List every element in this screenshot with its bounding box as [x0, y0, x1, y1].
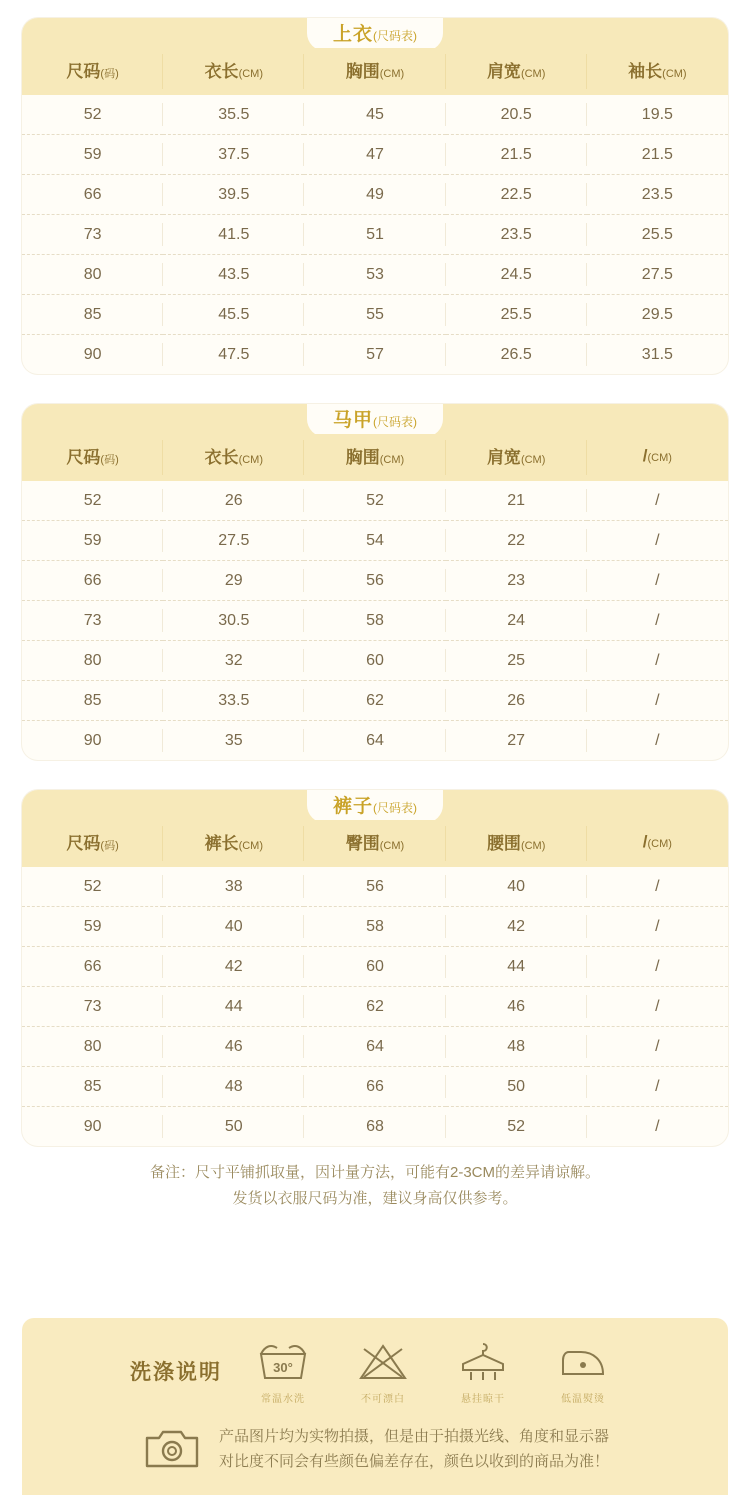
photo-note [22, 1417, 728, 1495]
cell: 53 [304, 255, 445, 295]
cell: 23.5 [587, 175, 728, 215]
cell: 90 [22, 1107, 163, 1147]
cell: 21.5 [587, 135, 728, 175]
cell: 44 [446, 947, 587, 987]
column-header: 衣长(CM) [163, 48, 304, 95]
cell: 60 [304, 641, 445, 681]
column-header: 衣长(CM) [163, 434, 304, 481]
table-title-sub: (尺码表) [373, 29, 418, 43]
table-row [22, 1067, 728, 1107]
column-header: /(CM) [587, 820, 728, 867]
cell: 56 [304, 561, 445, 601]
cell: 31.5 [641, 346, 673, 363]
cell: 59 [22, 521, 163, 561]
cell: 50 [163, 1107, 304, 1147]
table-header-band [22, 404, 728, 481]
cell: 25.5 [587, 215, 728, 255]
cell: 73 [22, 987, 163, 1027]
column-header: 肩宽(CM) [446, 434, 587, 481]
wash-caption: 常温水洗 [261, 1394, 305, 1405]
table-row [22, 601, 728, 641]
cell: 55 [304, 295, 445, 335]
column-header: 尺码(码) [22, 48, 163, 95]
cell: 90 [22, 721, 163, 761]
size-table-card-vest [22, 404, 728, 760]
wash-note-band [22, 1318, 728, 1495]
wash-caption: 低温熨烫 [561, 1394, 605, 1405]
cell: 44 [163, 987, 304, 1027]
photo-note-line-1: 产品图片均为实物拍摄，但是由于拍摄光线、角度和显示器 [218, 1427, 609, 1445]
cell: / [587, 561, 728, 601]
wash-item [246, 1336, 320, 1405]
table-row [22, 95, 728, 135]
cell: 85 [22, 1067, 163, 1107]
column-header: 腰围(CM) [446, 820, 587, 867]
cell: 46 [163, 1027, 304, 1067]
cell: 23 [446, 561, 587, 601]
cell: 29 [163, 561, 304, 601]
camera-icon [141, 1423, 203, 1475]
size-table-head [22, 820, 728, 867]
table-row [22, 481, 728, 521]
size-table-body [22, 95, 728, 374]
cell: 59 [22, 907, 163, 947]
column-header: 臀围(CM) [304, 820, 445, 867]
cell: 45 [304, 95, 445, 135]
wash-instructions [22, 1318, 728, 1417]
low-iron-icon [546, 1336, 620, 1388]
remark-line-2: 发货以衣服尺码为准，建议身高仅供参考。 [232, 1189, 518, 1207]
cell: 26 [446, 681, 587, 721]
wash-item [346, 1336, 420, 1405]
no-bleach-icon [346, 1336, 420, 1388]
cell: 40 [446, 867, 587, 907]
wash-icon-list [246, 1336, 620, 1405]
cell: 20.5 [446, 95, 587, 135]
column-header: /(CM) [587, 434, 728, 481]
cell: 32 [163, 641, 304, 681]
cell: 54 [304, 521, 445, 561]
size-table-head [22, 434, 728, 481]
cell: / [587, 987, 728, 1027]
cell: 52 [22, 95, 163, 135]
table-row [22, 215, 728, 255]
table-row [22, 987, 728, 1027]
cell: 27.5 [163, 521, 304, 561]
cell: 62 [304, 681, 445, 721]
cell: 48 [163, 1067, 304, 1107]
table-row [22, 907, 728, 947]
cell: 47.5 [163, 335, 304, 375]
cell: 38 [163, 867, 304, 907]
cell: / [587, 521, 728, 561]
size-table-head [22, 48, 728, 95]
cell: 62 [304, 987, 445, 1027]
cell: / [587, 1067, 728, 1107]
size-table-card-top [22, 18, 728, 374]
photo-note-line-2: 对比度不同会有些颜色偏差存在，颜色以收到的商品为准！ [218, 1453, 609, 1470]
table-row [22, 1027, 728, 1067]
column-header: 裤长(CM) [163, 820, 304, 867]
cell: 66 [22, 561, 163, 601]
cell: / [587, 947, 728, 987]
cell: 73 [22, 601, 163, 641]
table-header-band [22, 18, 728, 95]
table-row [22, 947, 728, 987]
table-row [22, 521, 728, 561]
table-row [22, 295, 728, 335]
cell: / [587, 601, 728, 641]
cell: 35 [163, 721, 304, 761]
remark-block [22, 1160, 728, 1211]
column-header: 尺码(码) [22, 820, 163, 867]
cell: 37.5 [163, 135, 304, 175]
table-title-pill [307, 404, 443, 437]
cell: / [587, 1027, 728, 1067]
cell: 90 [22, 335, 163, 375]
table-title: 裤子 [332, 796, 374, 817]
cell: 19.5 [587, 95, 728, 135]
cell: / [587, 681, 728, 721]
cell: 43.5 [163, 255, 304, 295]
photo-note-text [219, 1424, 609, 1475]
cell: 26.5 [446, 335, 587, 375]
cell: 58 [304, 907, 445, 947]
table-title-sub: (尺码表) [373, 415, 418, 429]
cell: 23.5 [446, 215, 587, 255]
cell: 27 [446, 721, 587, 761]
cell: / [655, 1118, 660, 1135]
size-table-body [22, 867, 728, 1146]
column-header: 尺码(码) [22, 434, 163, 481]
cell: / [587, 907, 728, 947]
cell: 64 [304, 721, 445, 761]
table-title-pill [307, 790, 443, 823]
cell: 24.5 [446, 255, 587, 295]
cell: 22.5 [446, 175, 587, 215]
cell: 35.5 [163, 95, 304, 135]
cell: 80 [22, 255, 163, 295]
cell: 49 [304, 175, 445, 215]
cell: 80 [22, 1027, 163, 1067]
table-row [22, 135, 728, 175]
table-header-band [22, 790, 728, 867]
cell: 66 [22, 175, 163, 215]
hang-dry-icon [446, 1336, 520, 1388]
table-row [22, 641, 728, 681]
table-row [22, 721, 728, 761]
cell: 52 [22, 481, 163, 521]
wash-tub-30-icon [246, 1336, 320, 1388]
cell: 22 [446, 521, 587, 561]
cell: 21 [446, 481, 587, 521]
cell: 58 [304, 601, 445, 641]
table-row [22, 335, 728, 375]
cell: 59 [22, 135, 163, 175]
table-title-pill [307, 18, 443, 51]
cell: 47 [304, 135, 445, 175]
cell: 33.5 [163, 681, 304, 721]
wash-item [446, 1336, 520, 1405]
remark-line-1: 备注：尺寸平铺抓取量，因计量方法，可能有2-3CM的差异请谅解。 [149, 1164, 600, 1181]
cell: 41.5 [163, 215, 304, 255]
cell: 56 [304, 867, 445, 907]
size-table-body [22, 481, 728, 760]
cell: 21.5 [446, 135, 587, 175]
cell: / [587, 867, 728, 907]
table-title-sub: (尺码表) [373, 801, 418, 815]
table-row [22, 681, 728, 721]
cell: / [587, 641, 728, 681]
cell: 52 [22, 867, 163, 907]
cell: 85 [22, 681, 163, 721]
cell: 51 [304, 215, 445, 255]
cell: 40 [163, 907, 304, 947]
cell: 50 [446, 1067, 587, 1107]
cell: 80 [22, 641, 163, 681]
table-row [22, 255, 728, 295]
cell: 52 [446, 1107, 587, 1147]
wash-caption: 悬挂晾干 [461, 1394, 505, 1405]
cell: 30.5 [163, 601, 304, 641]
cell: 24 [446, 601, 587, 641]
wash-title: 洗涤说明 [130, 1360, 222, 1384]
cell: 46 [446, 987, 587, 1027]
cell: / [587, 481, 728, 521]
size-table-card-pants [22, 790, 728, 1146]
cell: / [655, 732, 660, 749]
cell: 73 [22, 215, 163, 255]
table-row [22, 1107, 728, 1147]
wash-item [546, 1336, 620, 1405]
cell: 42 [446, 907, 587, 947]
column-header: 胸围(CM) [304, 48, 445, 95]
table-row [22, 561, 728, 601]
table-row [22, 175, 728, 215]
cell: 39.5 [163, 175, 304, 215]
cell: 29.5 [587, 295, 728, 335]
cell: 45.5 [163, 295, 304, 335]
table-title: 马甲 [332, 410, 374, 431]
cell: 57 [304, 335, 445, 375]
cell: 64 [304, 1027, 445, 1067]
cell: 26 [163, 481, 304, 521]
cell: 66 [304, 1067, 445, 1107]
wash-caption: 不可漂白 [361, 1394, 405, 1405]
cell: 52 [304, 481, 445, 521]
column-header: 胸围(CM) [304, 434, 445, 481]
cell: 60 [304, 947, 445, 987]
cell: 48 [446, 1027, 587, 1067]
table-title: 上衣 [332, 24, 374, 45]
cell: 25.5 [446, 295, 587, 335]
cell: 42 [163, 947, 304, 987]
cell: 27.5 [587, 255, 728, 295]
cell: 66 [22, 947, 163, 987]
cell: 25 [446, 641, 587, 681]
column-header: 肩宽(CM) [446, 48, 587, 95]
cell: 85 [22, 295, 163, 335]
cell: 68 [304, 1107, 445, 1147]
table-row [22, 867, 728, 907]
svg-text:30°: 30° [273, 1360, 293, 1375]
column-header: 袖长(CM) [587, 48, 728, 95]
